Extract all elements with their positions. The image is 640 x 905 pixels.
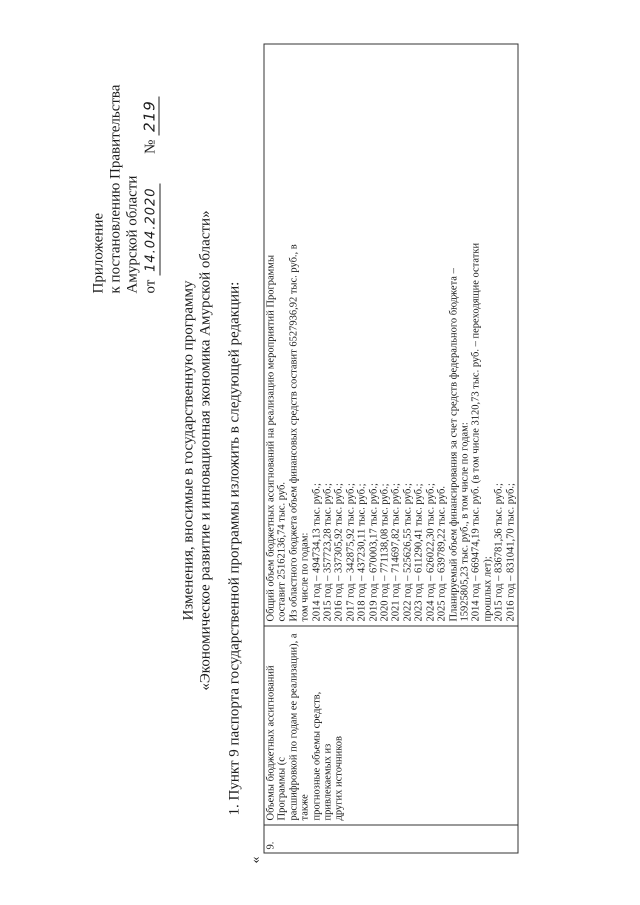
document-title: [180, 35, 214, 865]
content-line: Общий объем бюджетных ассигнований на реализацию мероприятий Программы: [265, 254, 276, 621]
title-line-1: Изменения, вносимые в государственную программу: [180, 280, 196, 620]
row-content-cell: [264, 44, 518, 626]
date-prefix: от: [142, 279, 158, 293]
content-line: прошлых лет);: [481, 555, 493, 621]
handwritten-number: 219: [141, 96, 159, 136]
row-number-cell: 9.: [264, 825, 518, 853]
appendix-date-row: [141, 13, 160, 293]
content-line: 2023 год – 611290,41 тыс. руб.;: [413, 483, 425, 621]
content-line: 2015 год – 357723,28 тыс. руб.;: [322, 482, 334, 621]
content-line: Из областного бюджета объем финансовых средств составит 6527936,92 тыс. руб., в: [287, 243, 299, 621]
content-line: том числе по годам:: [299, 532, 311, 621]
handwritten-date: 14.04.2020: [142, 183, 160, 275]
passport-table: [263, 43, 518, 853]
content-line: 2014 год – 494734,13 тыс. руб.;: [310, 482, 322, 621]
appendix-line-1: к постановлению Правительства: [107, 84, 123, 293]
label-line: расшифровкой по годам ее реализации), а также: [287, 632, 311, 820]
label-line: прогнозные объемы средств, привлекаемых из: [310, 691, 334, 820]
title-line-2: «Экономическое развитие и инновационная экономика Амурской области»: [197, 209, 213, 691]
label-line: других источников: [333, 735, 345, 820]
content-line: 2014 год – 669474,19 тыс. руб. (в том числе 3120,73 тыс. руб. – переходящие остатки: [470, 242, 482, 621]
appendix-title: Приложение: [90, 212, 106, 293]
number-prefix: №: [142, 139, 158, 154]
appendix-block: [90, 13, 160, 293]
opening-quote-mark: «: [248, 856, 263, 863]
content-line: 15925805,23 тыс. руб., в том числе по годам:: [458, 421, 470, 621]
content-line: 2016 год – 337305,92 тыс. руб.;: [333, 482, 345, 621]
table-row: [264, 44, 518, 853]
content-line: 2025 год – 639789,22 тыс. руб.: [436, 485, 448, 621]
content-line: 2020 год – 771138,08 тыс. руб.;: [379, 483, 391, 621]
content-line: 2021 год – 714697,82 тыс. руб.;: [390, 482, 402, 621]
content-line: 2019 год – 670003,17 тыс. руб.;: [367, 482, 379, 621]
content-line: 2016 год – 831041,70 тыс. руб.;: [504, 482, 516, 621]
content-line: 2017 год – 342875,92 тыс. руб.;: [344, 482, 356, 621]
content-line: 2022 год – 525626,55 тыс. руб.;: [401, 482, 413, 621]
label-line: Объемы бюджетных ассигнований Программы (с: [265, 664, 288, 820]
content-line: составит 25162136,74 тыс. руб.: [276, 481, 288, 621]
section-heading: 1. Пункт 9 паспорта государственной программы изложить в следующей редакции:: [226, 281, 242, 815]
content-line: 2024 год – 626022,30 тыс. руб.;: [424, 482, 436, 621]
row-label-cell: [264, 626, 518, 825]
content-line: Планируемый объем финансирования за счет средств федерального бюджета –: [447, 267, 459, 621]
appendix-line-2: Амурской области: [124, 175, 140, 293]
content-line: 2015 год – 836781,36 тыс. руб.;: [493, 482, 505, 621]
content-line: 2018 год – 437230,11 тыс. руб.;: [356, 483, 368, 621]
